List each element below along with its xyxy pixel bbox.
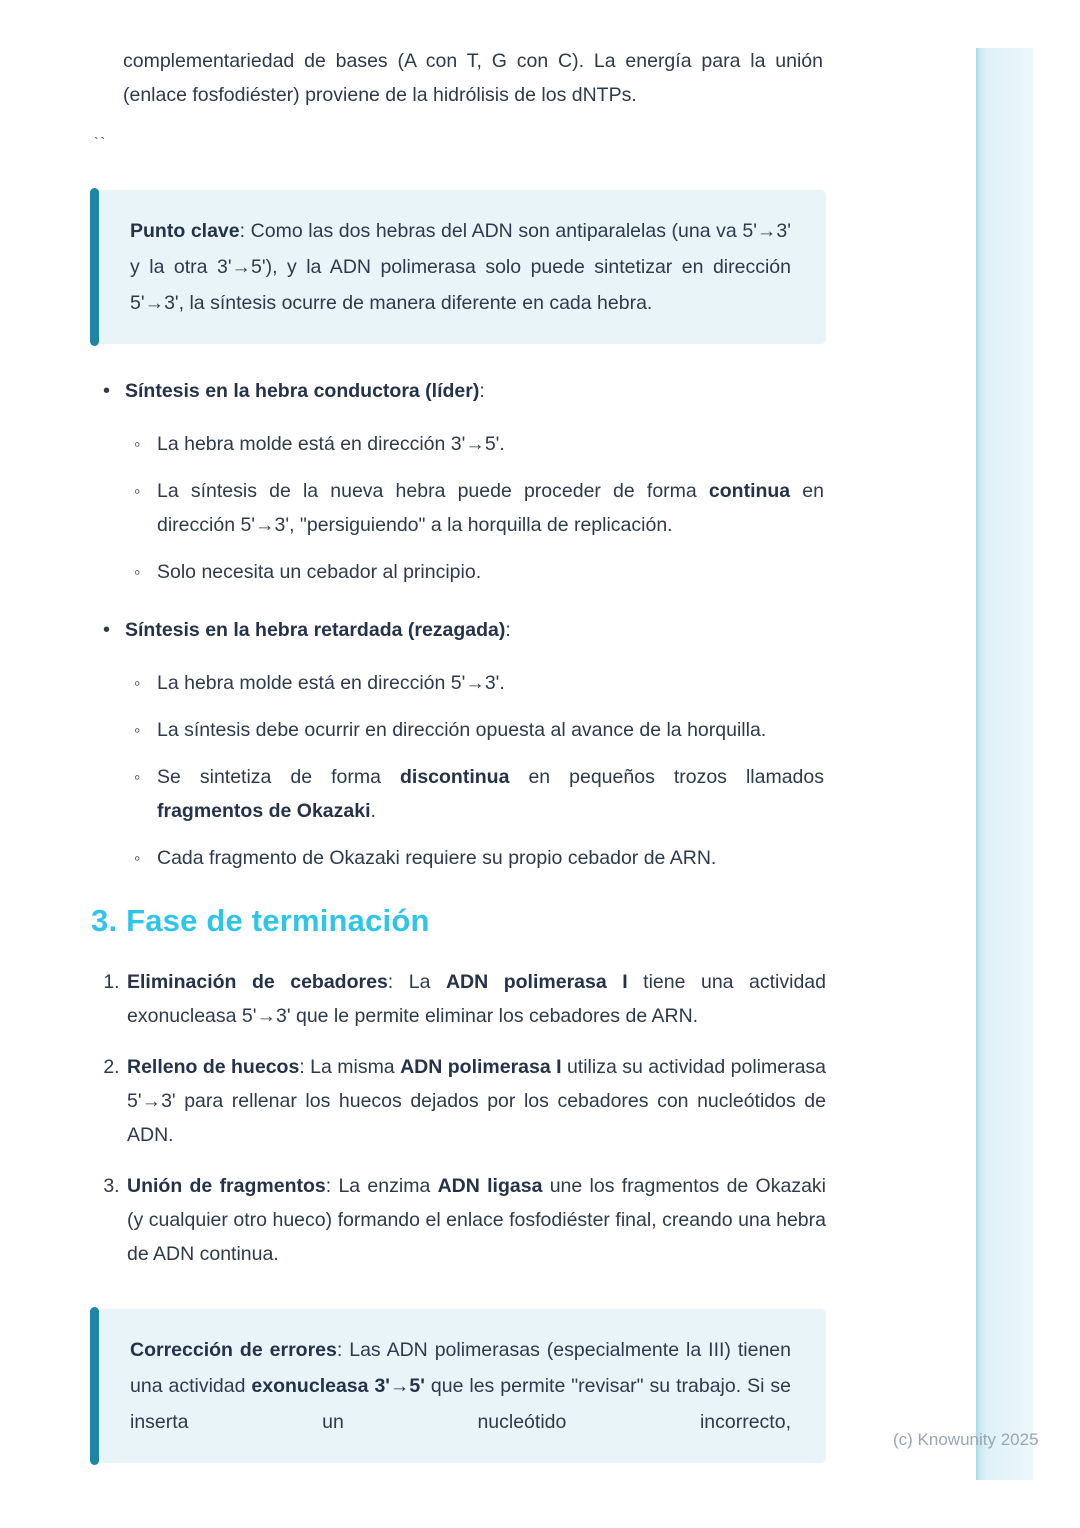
- callout-correccion-errores: [90, 1309, 826, 1463]
- callout-correccion-errores-text: Corrección de errores: Las ADN polimerasas (especialmente la III) tienen una actividad exonucleasa 3'→5' que les permite "revisar" su trabajo. Si se inserta un nucleótido incorrecto,: [130, 1339, 792, 1433]
- list-item: ◦ Cada fragmento de Okazaki requiere su propio cebador de ARN.: [157, 841, 826, 875]
- list-item: ◦ La síntesis debe ocurrir en dirección opuesta al avance de la horquilla.: [157, 713, 826, 747]
- list-item: 2. Relleno de huecos: La misma ADN polimerasa I utiliza su actividad polimerasa 5'→3' para rellenar los huecos dejados por los cebadores con nucleótidos de ADN.: [125, 1050, 826, 1152]
- callout-punto-clave: [90, 190, 826, 344]
- list-item: 1. Eliminación de cebadores: La ADN polimerasa I tiene una actividad exonucleasa 5'→3' que le permite eliminar los cebadores de ARN.: [125, 965, 826, 1033]
- leading-strand-sublist: [125, 427, 826, 589]
- list-item: ◦ Se sintetiza de forma discontinua en pequeños trozos llamados fragmentos de Okazaki.: [157, 760, 826, 828]
- copyright-watermark: (c) Knowunity 2025: [893, 1430, 1039, 1449]
- list-item: 3. Unión de fragmentos: La enzima ADN ligasa une los fragmentos de Okazaki (y cualquier otro hueco) formando el enlace fosfodiéster final, creando una hebra de ADN continua.: [125, 1169, 826, 1271]
- section-heading-fase-terminacion: 3. Fase de terminación: [91, 903, 430, 938]
- leading-strand-title: • Síntesis en la hebra conductora (líder):: [125, 380, 485, 402]
- list-item-leading-strand: [125, 374, 826, 589]
- list-item: ◦ La hebra molde está en dirección 5'→3'.: [157, 666, 826, 700]
- lagging-strand-sublist: [125, 666, 826, 875]
- list-item: ◦ La síntesis de la nueva hebra puede proceder de forma continua en dirección 5'→3', "persiguiendo" a la horquilla de replicación.: [157, 474, 826, 542]
- intro-paragraph: complementariedad de bases (A con T, G con C). La energía para la unión (enlace fosfodiéster) proviene de la hidrólisis de los dNTPs.: [123, 50, 823, 106]
- page-edge-highlight-bar: [976, 48, 1033, 1480]
- list-item: ◦ La hebra molde está en dirección 3'→5'.: [157, 427, 826, 461]
- stray-backticks-mark: ``: [94, 134, 108, 150]
- list-item: ◦ Solo necesita un cebador al principio.: [157, 555, 826, 589]
- list-item-lagging-strand: [125, 613, 826, 875]
- callout-punto-clave-text: Punto clave: Como las dos hebras del ADN son antiparalelas (una va 5'→3' y la otra 3'→5'), y la ADN polimerasa solo puede sintetizar en dirección 5'→3', la síntesis ocurre de manera diferente en cada hebra.: [130, 220, 791, 314]
- termination-steps-list: [90, 965, 826, 1271]
- lagging-strand-title: • Síntesis en la hebra retardada (rezagada):: [125, 619, 511, 641]
- strand-synthesis-list: [90, 374, 826, 875]
- page-content: [90, 44, 826, 1463]
